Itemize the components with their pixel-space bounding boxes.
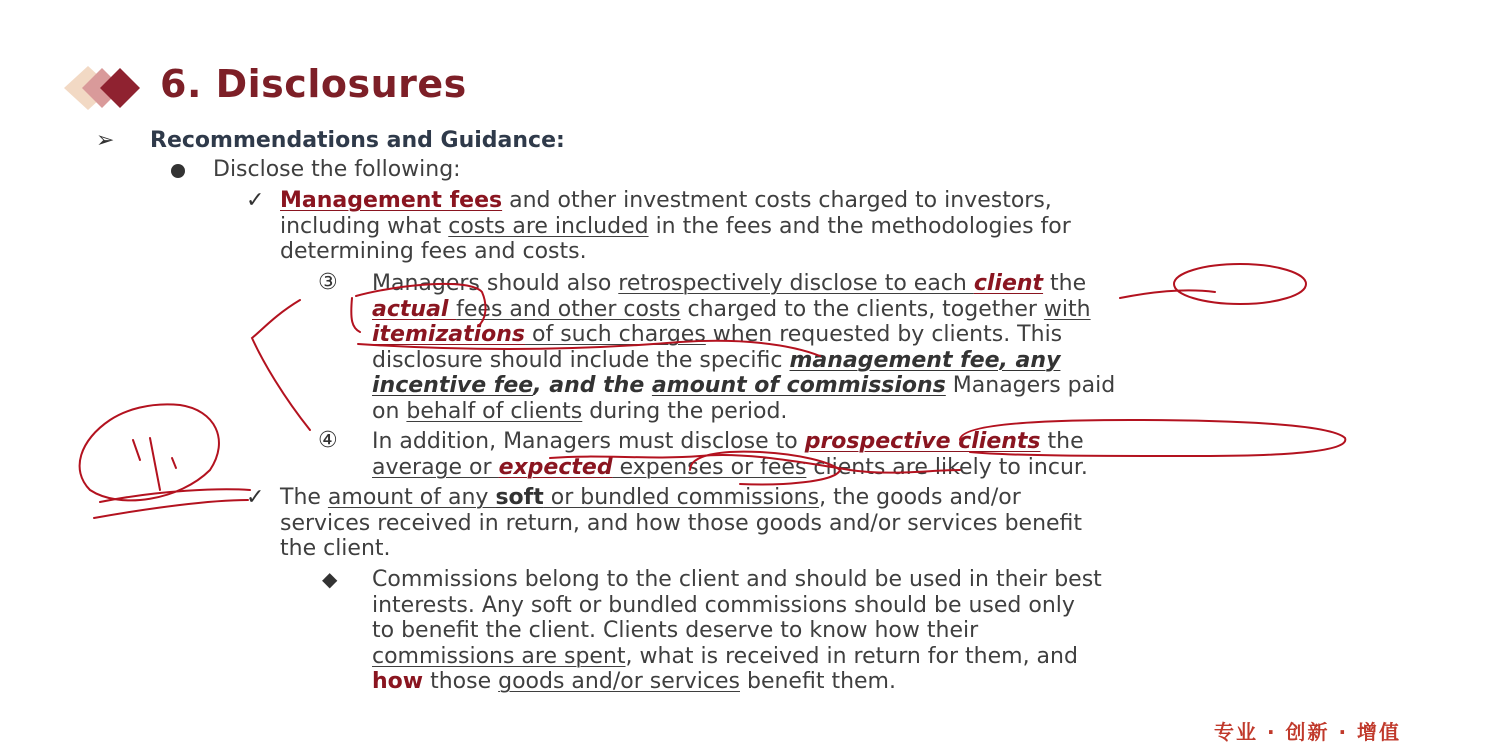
bracket-stroke — [252, 300, 310, 430]
diamond-paragraph: Commissions belong to the client and should be used in their best interests. Any soft or bundled commissions should be used only to benefit the client. Clients deserve to know how their commissions are spent, what is received in return for them, and how those goods and/or services benefit them. — [372, 567, 1102, 694]
arrow-bullet-icon: ➢ — [96, 128, 115, 153]
circled-3-marker: ③ — [318, 270, 338, 295]
footer-slogan: 专业 · 创新 · 增值 — [1214, 720, 1402, 744]
client-underline — [1120, 290, 1215, 298]
expenses-wave — [550, 455, 960, 473]
percent-mark-3 — [172, 458, 176, 468]
management-fees-term: Management fees — [280, 188, 503, 213]
sub3-paragraph: Managers should also retrospectively disclose to each client the actual fees and other costs charged to the clients, together with itemizations of such charges when requested by clients. This disclosure should include the specific management fee, any incentive fee, and the amount of commissions Managers paid on behalf of clients during the period. — [372, 271, 1116, 424]
diamond-bullet-icon: ◆ — [322, 567, 338, 591]
prospective-circle — [960, 420, 1345, 456]
client-circle — [1174, 264, 1306, 304]
percent-mark-2 — [150, 438, 160, 490]
bullet-intro: Disclose the following: — [213, 157, 461, 182]
percent-circle — [80, 404, 219, 500]
actual-box — [351, 284, 485, 332]
circled-4-marker: ④ — [318, 428, 338, 453]
itemizations-underline — [358, 341, 820, 356]
item2-paragraph: The amount of any soft or bundled commissions, the goods and/or services received in return, and how those goods and/or services benefit the client. — [280, 485, 1083, 561]
check-icon: ✓ — [246, 485, 265, 510]
sub4-paragraph: In addition, Managers must disclose to prospective clients the average or expected expenses or fees clients are likely to incur. — [372, 429, 1088, 480]
section-heading: Recommendations and Guidance: — [150, 128, 565, 153]
page-title: 6. Disclosures — [160, 62, 467, 106]
check-icon: ✓ — [246, 188, 265, 213]
percent-mark-1 — [133, 440, 140, 460]
item1-paragraph: Management fees and other investment costs charged to investors, including what costs are included in the fees and the methodologies for determining fees and costs. — [280, 188, 1071, 264]
